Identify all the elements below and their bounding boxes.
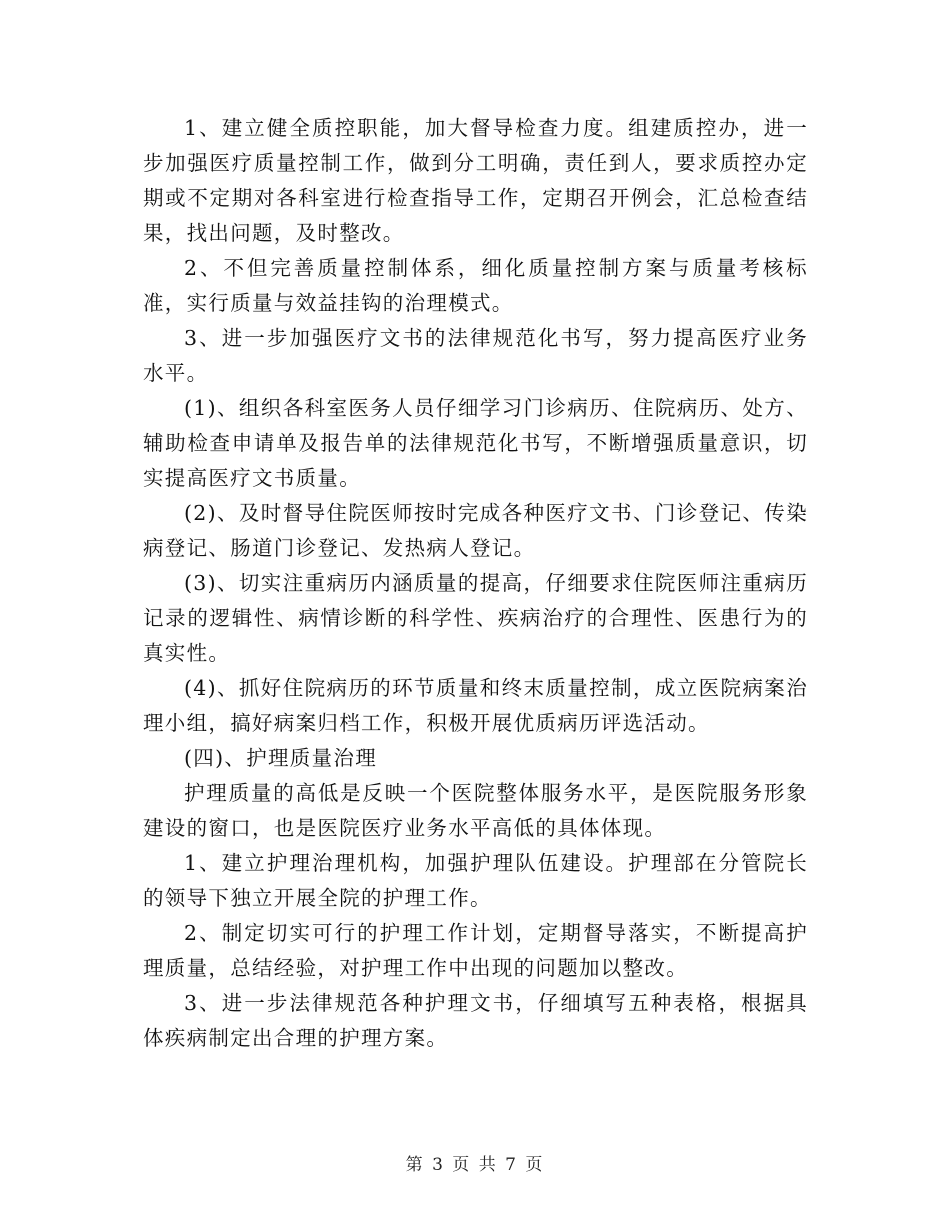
paragraph-7: (4)、抓好住院病历的环节质量和终末质量控制，成立医院病案治理小组，搞好病案归档工作，积极开展优质病历评选活动。 (143, 676, 808, 735)
paragraph-11: 2、制定切实可行的护理工作计划，定期督导落实，不断提高护理质量，总结经验，对护理工作中出现的问题加以整改。 (143, 921, 808, 980)
paragraph-4: (1)、组织各科室医务人员仔细学习门诊病历、住院病历、处方、辅助检查申请单及报告单的法律规范化书写，不断增强质量意识，切实提高医疗文书质量。 (143, 396, 808, 490)
paragraph-12: 3、进一步法律规范各种护理文书，仔细填写五种表格，根据具体疾病制定出合理的护理方案。 (143, 991, 808, 1050)
page-number-footer: 第 3 页 共 7 页 (405, 1155, 545, 1175)
paragraph-5: (2)、及时督导住院医师按时完成各种医疗文书、门诊登记、传染病登记、肠道门诊登记、发热病人登记。 (143, 501, 808, 560)
document-body (143, 111, 808, 1056)
paragraph-2: 2、不但完善质量控制体系，细化质量控制方案与质量考核标准，实行质量与效益挂钩的治理模式。 (143, 256, 808, 315)
paragraph-1: 1、建立健全质控职能，加大督导检查力度。组建质控办，进一步加强医疗质量控制工作，做到分工明确，责任到人，要求质控办定期或不定期对各科室进行检查指导工作，定期召开例会，汇总检查结果，找出问题，及时整改。 (143, 116, 808, 245)
paragraph-3: 3、进一步加强医疗文书的法律规范化书写，努力提高医疗业务水平。 (143, 326, 808, 385)
section-heading: (四)、护理质量治理 (184, 746, 377, 770)
paragraph-9: 护理质量的高低是反映一个医院整体服务水平，是医院服务形象建设的窗口，也是医院医疗业务水平高低的具体体现。 (143, 781, 808, 840)
paragraph-6: (3)、切实注重病历内涵质量的提高，仔细要求住院医师注重病历记录的逻辑性、病情诊断的科学性、疾病治疗的合理性、医患行为的真实性。 (143, 571, 808, 665)
paragraph-10: 1、建立护理治理机构，加强护理队伍建设。护理部在分管院长的领导下独立开展全院的护理工作。 (143, 851, 808, 910)
